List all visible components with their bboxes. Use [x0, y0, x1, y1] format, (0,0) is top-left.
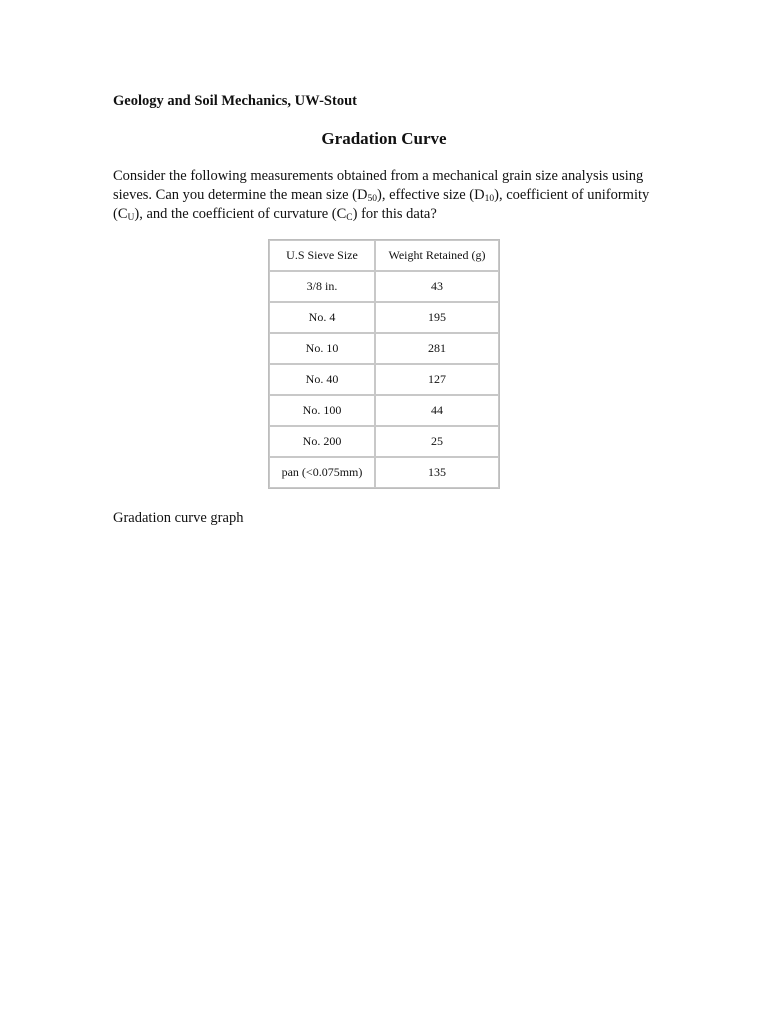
intro-text-2: ), effective size (D	[376, 187, 485, 203]
intro-text-1: Consider the following measurements obtained from a mechanical grain size analysis using sieves. Can you determine the mean size (D	[113, 168, 644, 203]
table-row	[269, 302, 499, 333]
table-row	[269, 271, 499, 302]
table-row	[269, 333, 499, 364]
weight-cell: 43	[375, 271, 499, 302]
sieve-size-cell: pan (<0.075mm)	[269, 457, 375, 488]
column-header-weight-retained: Weight Retained (g)	[375, 240, 499, 271]
course-header: Geology and Soil Mechanics, UW-Stout	[113, 93, 357, 109]
graph-label: Gradation curve graph	[113, 510, 244, 526]
sieve-size-cell: 3/8 in.	[269, 271, 375, 302]
sieve-size-cell: No. 100	[269, 395, 375, 426]
table-row	[269, 364, 499, 395]
intro-text-4: ), and the coefficient of curvature (C	[134, 206, 347, 222]
weight-cell: 25	[375, 426, 499, 457]
cc-subscript: C	[346, 213, 353, 223]
table-row	[269, 395, 499, 426]
sieve-size-cell: No. 10	[269, 333, 375, 364]
table-row	[269, 457, 499, 488]
table-header-row	[269, 240, 499, 271]
sieve-table	[268, 239, 500, 489]
sieve-size-cell: No. 40	[269, 364, 375, 395]
weight-cell: 281	[375, 333, 499, 364]
d50-subscript: 50	[367, 194, 377, 204]
weight-cell: 195	[375, 302, 499, 333]
d10-subscript: 10	[484, 194, 495, 204]
weight-cell: 44	[375, 395, 499, 426]
intro-text-5: ) for this data?	[352, 206, 437, 222]
intro-paragraph	[113, 167, 673, 224]
table-row	[269, 426, 499, 457]
page-title: Gradation Curve	[321, 129, 447, 148]
sieve-size-cell: No. 200	[269, 426, 375, 457]
sieve-size-cell: No. 4	[269, 302, 375, 333]
weight-cell: 135	[375, 457, 499, 488]
intro-text-3: ), coefficient of uniformity (C	[113, 187, 650, 222]
cu-subscript: U	[127, 213, 135, 223]
column-header-sieve-size: U.S Sieve Size	[269, 240, 375, 271]
weight-cell: 127	[375, 364, 499, 395]
sieve-table-wrapper	[268, 239, 500, 489]
